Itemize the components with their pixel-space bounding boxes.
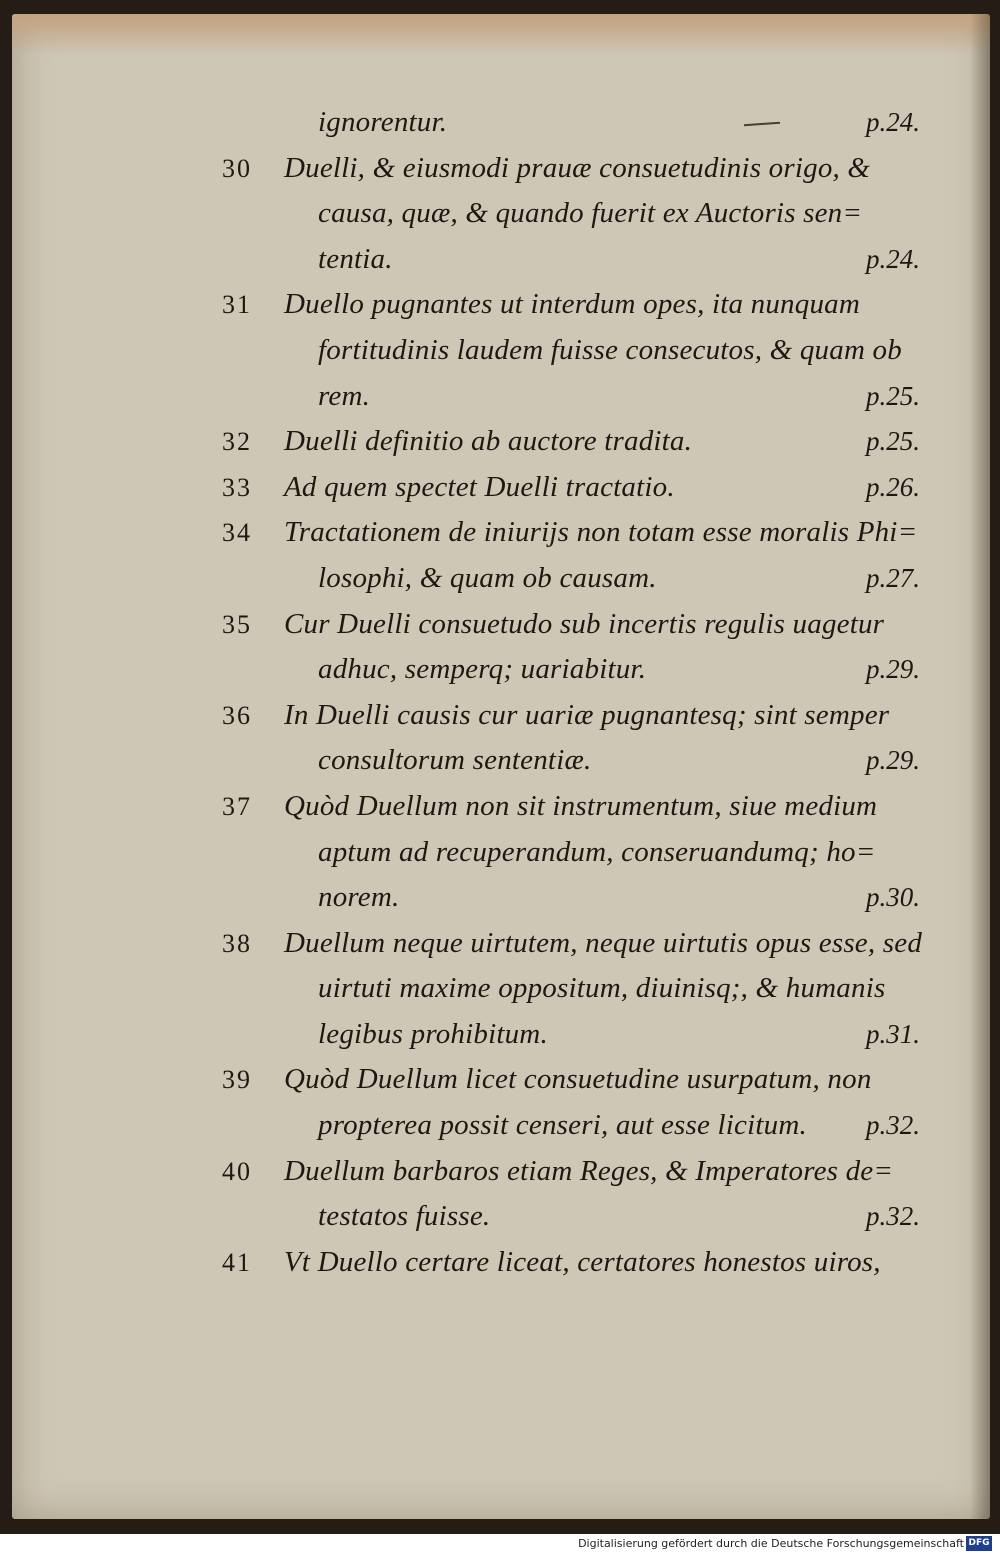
index-line bbox=[222, 1012, 922, 1058]
page-reference: p.25. bbox=[866, 426, 920, 457]
entry-text: propterea possit censeri, aut esse licitum. bbox=[318, 1109, 807, 1142]
entry-number: 30 bbox=[222, 153, 252, 183]
entry-text: uirtuti maxime oppositum, diuinisq;, & humanis bbox=[318, 972, 886, 1005]
index-line bbox=[222, 1194, 922, 1240]
page-top-stain bbox=[12, 14, 990, 54]
entry-number: 39 bbox=[222, 1065, 252, 1095]
index-line bbox=[222, 374, 922, 420]
funding-credit: Digitalisierung gefördert durch die Deutsche Forschungsgemeinschaft bbox=[578, 1537, 964, 1550]
entry-text: In Duelli causis cur uariæ pugnantesq; sint semper bbox=[284, 698, 890, 731]
index-line bbox=[222, 419, 922, 465]
index-line bbox=[222, 328, 922, 374]
index-line bbox=[222, 602, 922, 648]
page-reference: p.24. bbox=[866, 107, 920, 137]
entry-text: rem. bbox=[318, 379, 371, 412]
index-line bbox=[222, 875, 922, 921]
index-line bbox=[222, 966, 922, 1012]
page-reference: p.24. bbox=[866, 243, 920, 274]
entry-number: 31 bbox=[222, 290, 252, 320]
entry-text: Cur Duelli consuetudo sub incertis regulis uagetur bbox=[284, 607, 885, 640]
index-line bbox=[222, 784, 922, 830]
entry-text: Duelli, & eiusmodi prauæ consuetudinis origo, & bbox=[284, 151, 871, 184]
entry-text: consultorum sententiæ. bbox=[318, 744, 592, 777]
index-line bbox=[222, 1057, 922, 1103]
entry-text: legibus prohibitum. bbox=[318, 1017, 548, 1050]
entry-text: Duelli definitio ab auctore tradita. bbox=[284, 425, 693, 458]
index-line bbox=[222, 647, 922, 693]
index-line bbox=[222, 465, 922, 511]
index-line bbox=[222, 1149, 922, 1195]
entry-text: aptum ad recuperandum, conseruandumq; ho= bbox=[318, 835, 876, 868]
entry-text: Ad quem spectet Duelli tractatio. bbox=[284, 470, 675, 503]
entry-text: adhuc, semperq; uariabitur. bbox=[318, 653, 647, 686]
index-list bbox=[222, 100, 922, 1285]
index-line bbox=[222, 1240, 922, 1286]
entry-text: tentia. bbox=[318, 242, 393, 275]
index-line bbox=[222, 738, 922, 784]
entry-number: 41 bbox=[222, 1247, 252, 1277]
page-reference: p.30. bbox=[866, 882, 920, 913]
entry-text: testatos fuisse. bbox=[318, 1200, 491, 1233]
entry-text: Duellum barbaros etiam Reges, & Imperatores de= bbox=[284, 1154, 894, 1187]
page-reference: p.25. bbox=[866, 380, 920, 411]
index-line bbox=[222, 693, 922, 739]
page-gutter-shadow bbox=[970, 14, 990, 1519]
entry-text: Vt Duello certare liceat, certatores honestos uiros, bbox=[284, 1245, 881, 1278]
page-reference: p.26. bbox=[866, 471, 920, 502]
entry-text: Quòd Duellum non sit instrumentum, siue medium bbox=[284, 789, 878, 822]
index-line bbox=[222, 100, 922, 146]
entry-number: 36 bbox=[222, 700, 252, 730]
index-line bbox=[222, 146, 922, 192]
index-line bbox=[222, 921, 922, 967]
entry-number: 38 bbox=[222, 928, 252, 958]
dfg-logo: DFG bbox=[966, 1536, 992, 1551]
entry-number: 34 bbox=[222, 518, 252, 548]
entry-text: Tractationem de iniurijs non totam esse moralis Phi= bbox=[284, 516, 918, 549]
page-reference: p.32. bbox=[866, 1110, 920, 1141]
index-line bbox=[222, 510, 922, 556]
entry-number: 32 bbox=[222, 427, 252, 457]
entry-number: 40 bbox=[222, 1156, 252, 1186]
entry-number: 33 bbox=[222, 472, 252, 502]
entry-text: losophi, & quam ob causam. bbox=[318, 561, 657, 594]
index-line bbox=[222, 830, 922, 876]
index-line bbox=[222, 1103, 922, 1149]
page-reference: p.29. bbox=[866, 745, 920, 776]
entry-number: 35 bbox=[222, 609, 252, 639]
entry-text: norem. bbox=[318, 881, 400, 914]
entry-text: fortitudinis laudem fuisse consecutos, & quam ob bbox=[318, 333, 902, 366]
entry-text: causa, quæ, & quando fuerit ex Auctoris sen= bbox=[318, 197, 863, 230]
index-line bbox=[222, 282, 922, 328]
entry-number: 37 bbox=[222, 791, 252, 821]
page-reference: p.31. bbox=[866, 1018, 920, 1049]
page-reference: p.27. bbox=[866, 562, 920, 593]
index-line bbox=[222, 191, 922, 237]
entry-text: Duellum neque uirtutem, neque uirtutis opus esse, sed bbox=[284, 926, 923, 959]
entry-text: Duello pugnantes ut interdum opes, ita nunquam bbox=[284, 288, 861, 321]
page-reference: p.29. bbox=[866, 654, 920, 685]
index-line bbox=[222, 556, 922, 602]
entry-text: ignorentur. bbox=[318, 106, 448, 138]
entry-text: Quòd Duellum licet consuetudine usurpatum, non bbox=[284, 1063, 872, 1096]
index-line bbox=[222, 237, 922, 283]
page-reference: p.32. bbox=[866, 1201, 920, 1232]
swung-dash bbox=[744, 122, 780, 127]
